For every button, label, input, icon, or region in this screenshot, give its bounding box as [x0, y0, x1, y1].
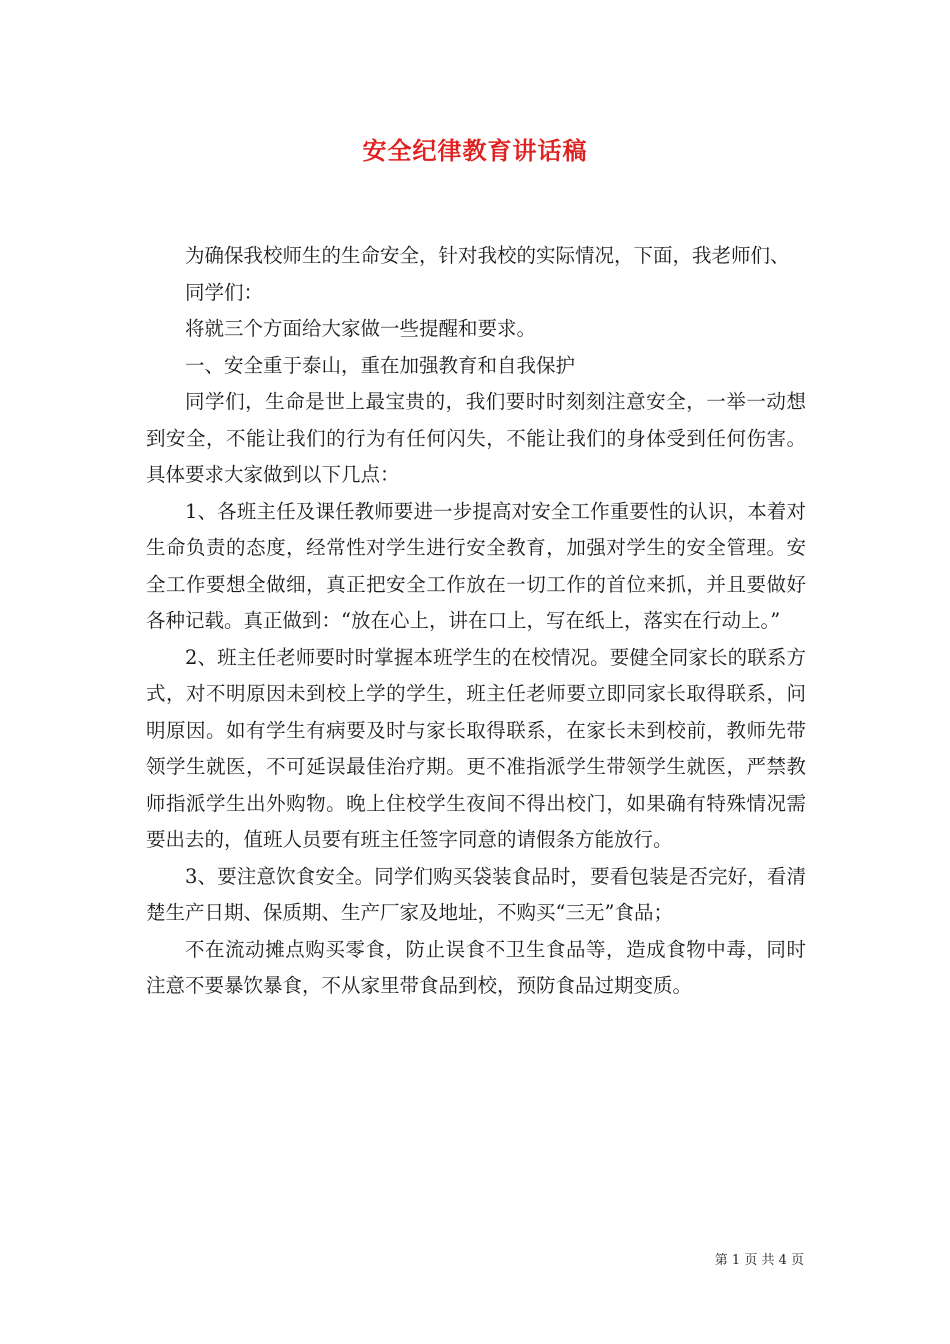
section-heading-1: 一、安全重于泰山，重在加强教育和自我保护 — [185, 353, 576, 377]
document-title: 安全纪律教育讲话稿 — [362, 136, 588, 165]
paragraph-greeting: 同学们： — [185, 280, 264, 304]
document-body — [146, 238, 806, 1005]
paragraph-intro: 为确保我校师生的生命安全，针对我校的实际情况，下面，我老师们、 — [185, 244, 790, 267]
paragraph-item-1: 1、各班主任及课任教师要进一步提高对安全工作重要性的认识，本着对生命负责的态度，经常性对学生进行安全教育，加强对学生的安全管理。安全工作要想全做细，真正把安全工作放在一切工作的首位来抓，并且要做好各种记载。真正做到：“放在心上，讲在口上，写在纸上，落实在行动上。” — [146, 499, 806, 632]
page-number: 第 1 页 共 4 页 — [714, 1253, 804, 1268]
paragraph-item-2: 2、班主任老师要时时掌握本班学生的在校情况。要健全同家长的联系方式，对不明原因未到校上学的学生，班主任老师要立即同家长取得联系，问明原因。如有学生有病要及时与家长取得联系，在家长未到校前，教师先带领学生就医，不可延误最佳治疗期。更不准指派学生带领学生就医，严禁教师指派学生出外购物。晚上住校学生夜间不得出校门，如果确有特殊情况需要出去的，值班人员要有班主任签字同意的请假条方能放行。 — [146, 645, 806, 851]
paragraph-food-safety: 不在流动摊点购买零食，防止误食不卫生食品等，造成食物中毒，同时注意不要暴饮暴食，不从家里带食品到校，预防食品过期变质。 — [146, 937, 806, 997]
paragraph-item-3: 3、要注意饮食安全。同学们购买袋装食品时，要看包装是否完好，看清楚生产日期、保质期、生产厂家及地址，不购买“三无”食品； — [146, 864, 806, 924]
paragraph-life-safety: 同学们，生命是世上最宝贵的，我们要时时刻刻注意安全，一举一动想到安全，不能让我们的行为有任何闪失，不能让我们的身体受到任何伤害。具体要求大家做到以下几点： — [146, 390, 806, 486]
paragraph-overview: 将就三个方面给大家做一些提醒和要求。 — [185, 317, 537, 340]
